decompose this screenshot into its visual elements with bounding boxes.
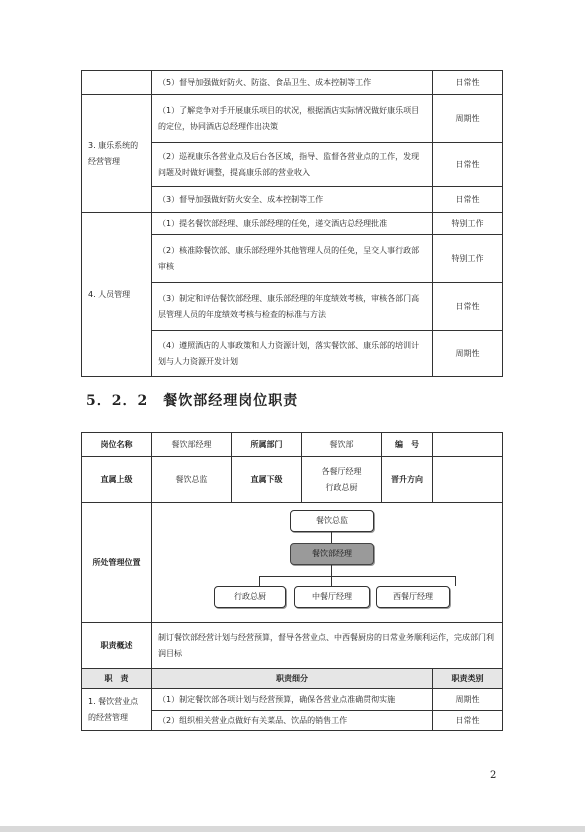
duty-cell: （5）督导加强做好防火、防盗、食品卫生、成本控制等工作 bbox=[152, 71, 433, 95]
table-row bbox=[82, 689, 503, 711]
duties-table-continued bbox=[81, 70, 503, 377]
table-header-row bbox=[82, 669, 503, 689]
type-cell: 日常性 bbox=[433, 283, 503, 331]
org-node-center: 中餐厅经理 bbox=[294, 586, 370, 608]
subordinate-1: 各餐厅经理 bbox=[321, 466, 362, 476]
duty-cell: （1）了解竞争对手开展康乐项目的状况，根据酒店实际情况做好康乐项目的定位，协同酒店总经理作出决策 bbox=[152, 95, 433, 143]
table-row bbox=[82, 213, 503, 235]
connector-line bbox=[455, 576, 456, 586]
header-detail: 职责细分 bbox=[152, 669, 433, 689]
type-cell: 日常性 bbox=[433, 187, 503, 213]
type-cell: 周期性 bbox=[433, 689, 503, 711]
connector-line bbox=[259, 576, 455, 577]
label-position: 岗位名称 bbox=[82, 433, 152, 457]
code-value bbox=[433, 433, 503, 457]
duty-cell: （2）巡视康乐各营业点及后台各区域，指导、监督各营业点的工作，发现问题及时做好调整，提高康乐部的营业收入 bbox=[152, 143, 433, 187]
category-cell: 1. 餐饮营业点的经营管理 bbox=[82, 689, 152, 731]
promotion-value bbox=[433, 457, 503, 503]
table-row bbox=[82, 457, 503, 503]
type-cell: 周期性 bbox=[433, 331, 503, 377]
label-subordinate: 直属下级 bbox=[232, 457, 302, 503]
category-cell: 3. 康乐系统的经营管理 bbox=[82, 95, 152, 213]
org-node-current: 餐饮部经理 bbox=[290, 543, 374, 565]
duty-cell: （2）核准除餐饮部、康乐部经理外其他管理人员的任免，呈交人事行政部审核 bbox=[152, 235, 433, 283]
duty-cell: （1）提名餐饮部经理、康乐部经理的任免，递交酒店总经理批准 bbox=[152, 213, 433, 235]
category-cell: 4. 人员管理 bbox=[82, 213, 152, 377]
position-value: 餐饮部经理 bbox=[152, 433, 232, 457]
superior-value: 餐饮总监 bbox=[152, 457, 232, 503]
org-node-right: 西餐厅经理 bbox=[376, 586, 450, 608]
type-cell: 周期性 bbox=[433, 95, 503, 143]
header-type: 职责类别 bbox=[433, 669, 503, 689]
subordinate-value bbox=[302, 457, 382, 503]
org-node-top: 餐饮总监 bbox=[290, 510, 374, 532]
connector-line bbox=[331, 565, 332, 576]
label-org: 所处管理位置 bbox=[82, 503, 152, 623]
table-row bbox=[82, 623, 503, 669]
duty-cell: （2）组织相关营业点做好有关菜品、饮品的销售工作 bbox=[152, 711, 433, 731]
duty-cell: （1）制定餐饮部各项计划与经营预算，确保各营业点准确贯彻实施 bbox=[152, 689, 433, 711]
type-cell: 日常性 bbox=[433, 143, 503, 187]
type-cell: 日常性 bbox=[433, 71, 503, 95]
label-code: 编 号 bbox=[382, 433, 433, 457]
table-row bbox=[82, 433, 503, 457]
table-row bbox=[82, 95, 503, 143]
page-number: 2 bbox=[490, 770, 497, 781]
label-summary: 职责概述 bbox=[82, 623, 152, 669]
job-description-table bbox=[81, 432, 503, 731]
label-promotion: 晋升方向 bbox=[382, 457, 433, 503]
section-heading: 5．2．2 餐饮部经理岗位职责 bbox=[86, 393, 299, 409]
dept-value: 餐饮部 bbox=[302, 433, 382, 457]
type-cell: 特别工作 bbox=[433, 213, 503, 235]
org-chart bbox=[152, 507, 502, 619]
label-dept: 所属部门 bbox=[232, 433, 302, 457]
table-row bbox=[82, 503, 503, 623]
table-row bbox=[82, 71, 503, 95]
org-node-left: 行政总厨 bbox=[214, 586, 286, 608]
connector-line bbox=[331, 532, 332, 543]
type-cell: 特别工作 bbox=[433, 235, 503, 283]
duty-cell: （3）督导加强做好防火安全、成本控制等工作 bbox=[152, 187, 433, 213]
type-cell: 日常性 bbox=[433, 711, 503, 731]
summary-value: 制订餐饮部经营计划与经营预算，督导各营业点、中西餐厨房的日常业务顺利运作，完成部门利润目标 bbox=[152, 623, 503, 669]
duty-cell: （3）制定和评估餐饮部经理、康乐部经理的年度绩效考核，审核各部门高层管理人员的年度绩效考核与检查的标准与方法 bbox=[152, 283, 433, 331]
connector-line bbox=[331, 576, 332, 586]
label-superior: 直属上级 bbox=[82, 457, 152, 503]
org-chart-cell bbox=[152, 503, 503, 623]
category-cell bbox=[82, 71, 152, 95]
duty-cell: （4）遵照酒店的人事政策和人力资源计划，落实餐饮部、康乐部的培训计划与人力资源开发计划 bbox=[152, 331, 433, 377]
subordinate-2: 行政总厨 bbox=[325, 482, 358, 492]
connector-line bbox=[259, 576, 260, 586]
header-duty: 职 责 bbox=[82, 669, 152, 689]
page-bottom-edge bbox=[0, 826, 585, 832]
